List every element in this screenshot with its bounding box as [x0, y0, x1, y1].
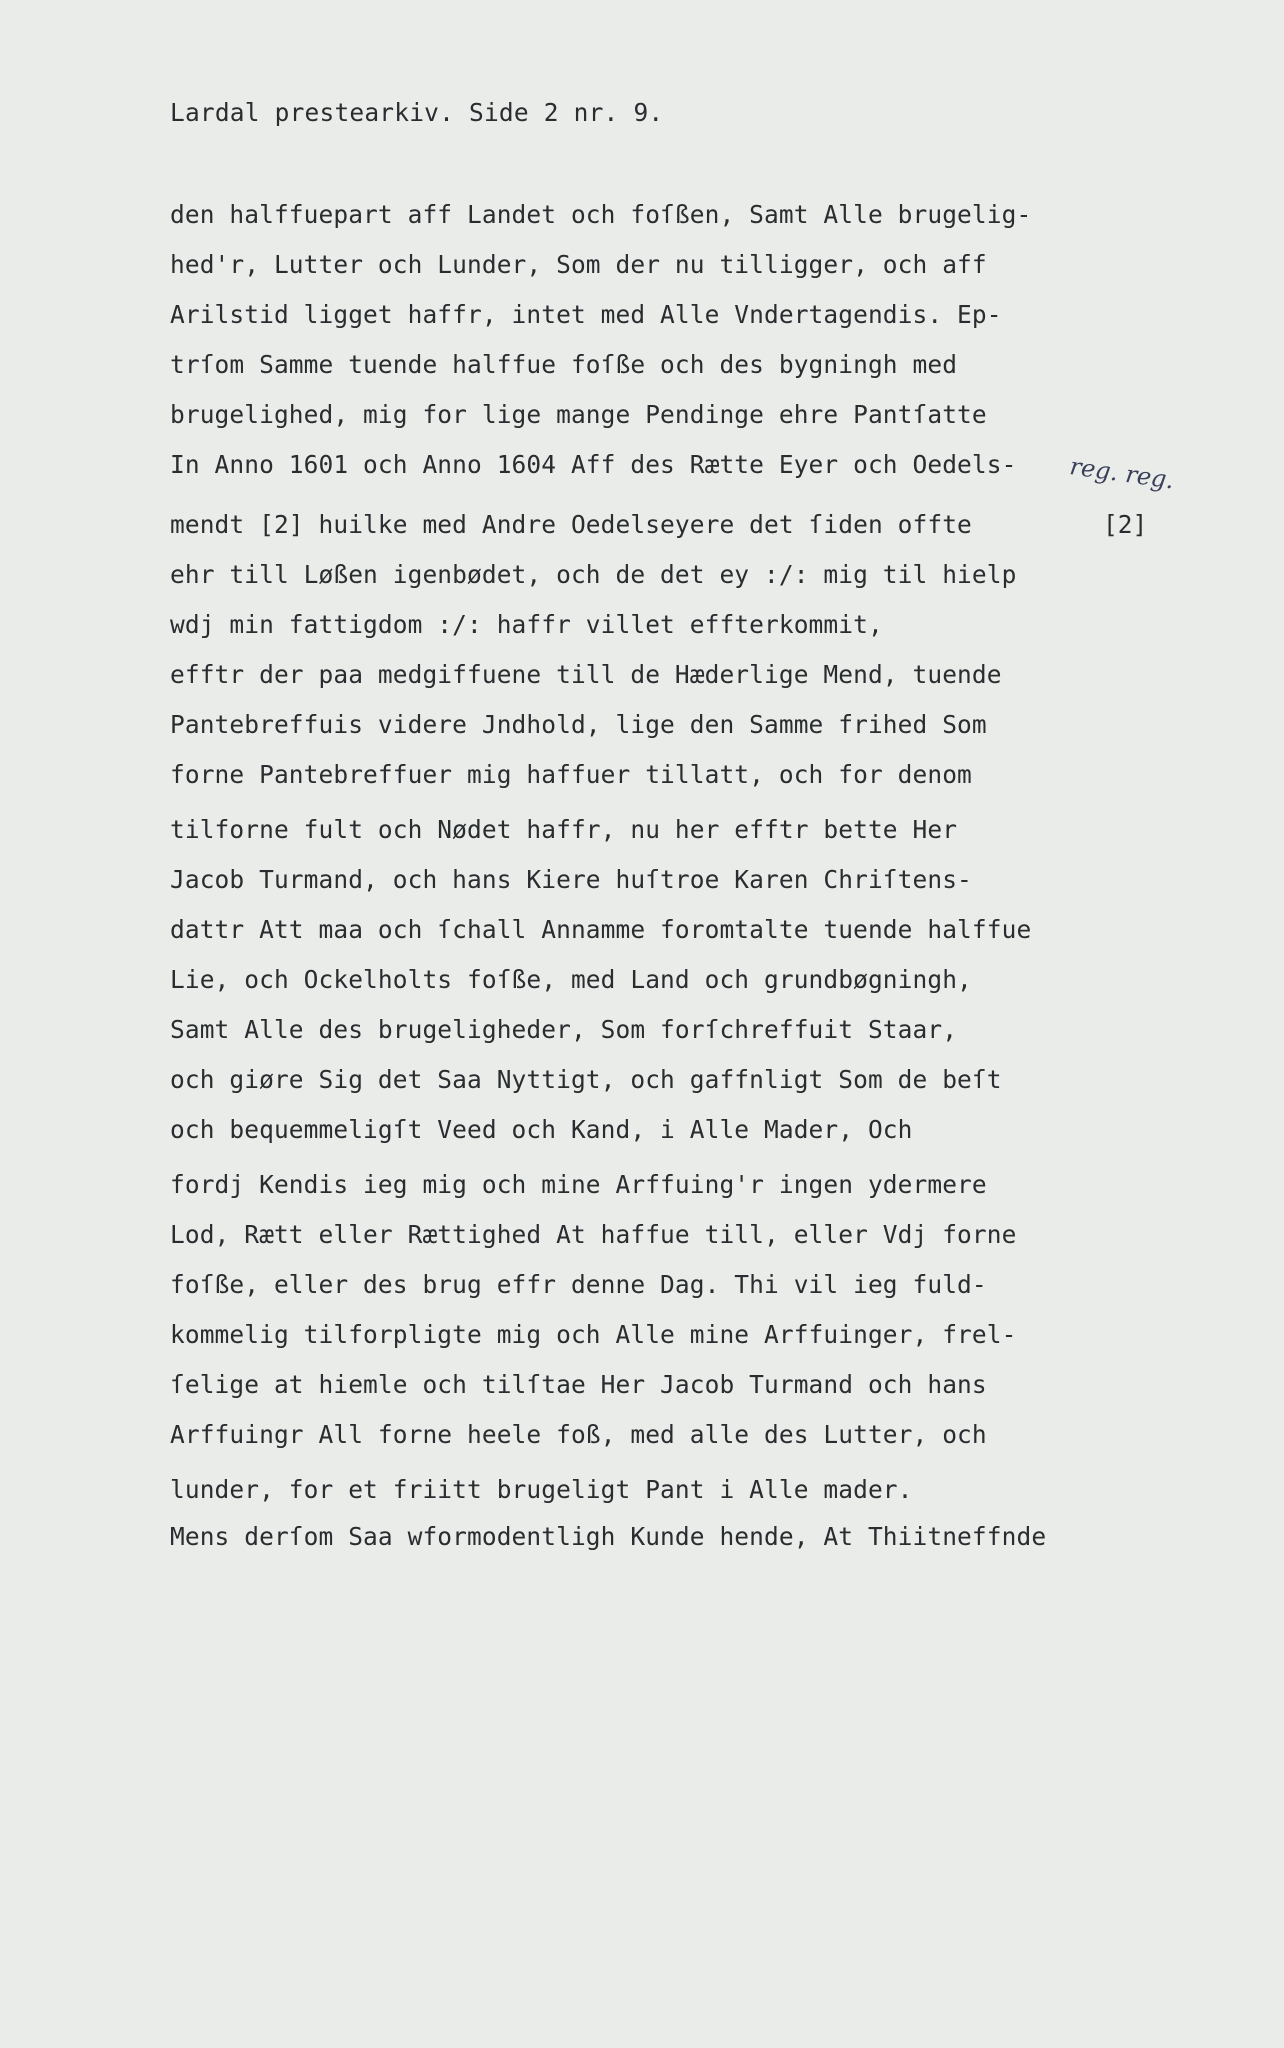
text-line: ſelige at hiemle och tilſtae Her Jacob Turmand och hans [170, 1370, 987, 1399]
text-line: och bequemmeligſt Veed och Kand, i Alle Mader, Och [170, 1115, 913, 1144]
margin-page-reference: [2] [1103, 510, 1148, 539]
text-line: Samt Alle des brugeligheder, Som forſchreffuit Staar, [170, 1015, 958, 1044]
text-line: wdj min fattigdom :/: haffr villet effterkommit, [170, 610, 883, 639]
page-header: Lardal prestearkiv. Side 2 nr. 9. [170, 98, 664, 127]
text-line: In Anno 1601 och Anno 1604 Aff des Rætte Eyer och Oedels- [170, 450, 1017, 479]
text-line: och giøre Sig det Saa Nyttigt, och gaffnligt Som de beſt [170, 1065, 1002, 1094]
text-line: Mens derſom Saa wformodentligh Kunde hende, At Thiitneffnde [170, 1522, 1047, 1551]
text-line: tilforne fult och Nødet haffr, nu her efftr bette Her [170, 815, 958, 844]
text-line: Arilstid ligget haffr, intet med Alle Vndertagendis. Ep- [170, 300, 1002, 329]
text-line: den halffuepart aff Landet och foſßen, Samt Alle brugelig- [170, 200, 1032, 229]
text-line: Lie, och Ockelholts foſße, med Land och grundbøgningh, [170, 965, 972, 994]
text-line: ehr till Løßen igenbødet, och de det ey :/: mig til hielp [170, 560, 1017, 589]
text-line: fordj Kendis ieg mig och mine Arffuing'r ingen ydermere [170, 1170, 987, 1199]
text-line: brugelighed, mig for lige mange Pendinge ehre Pantſatte [170, 400, 987, 429]
text-line: lunder, for et friitt brugeligt Pant i Alle mader. [170, 1475, 913, 1504]
text-line: Jacob Turmand, och hans Kiere huſtroe Karen Chriſtens- [170, 865, 972, 894]
text-line: mendt [2] huilke med Andre Oedelseyere det ſiden offte [170, 510, 972, 539]
text-line: Arffuingr All forne heele foß, med alle des Lutter, och [170, 1420, 987, 1449]
text-line: Pantebreffuis videre Jndhold, lige den Samme frihed Som [170, 710, 987, 739]
handwritten-margin-note: reg. reg. [1068, 452, 1176, 495]
text-line: Lod, Rætt eller Rættighed At haffue till, eller Vdj forne [170, 1220, 1017, 1249]
text-line: efftr der paa medgiffuene till de Hæderlige Mend, tuende [170, 660, 1002, 689]
text-line: foſße, eller des brug effr denne Dag. Thi vil ieg fuld- [170, 1270, 987, 1299]
text-line: kommelig tilforpligte mig och Alle mine Arffuinger, frel- [170, 1320, 1017, 1349]
text-line: dattr Att maa och ſchall Annamme foromtalte tuende halffue [170, 915, 1032, 944]
text-line: hed'r, Lutter och Lunder, Som der nu tilligger, och aff [170, 250, 987, 279]
text-line: forne Pantebreffuer mig haffuer tillatt, och for denom [170, 760, 972, 789]
text-line: trſom Samme tuende halffue foſße och des bygningh med [170, 350, 958, 379]
